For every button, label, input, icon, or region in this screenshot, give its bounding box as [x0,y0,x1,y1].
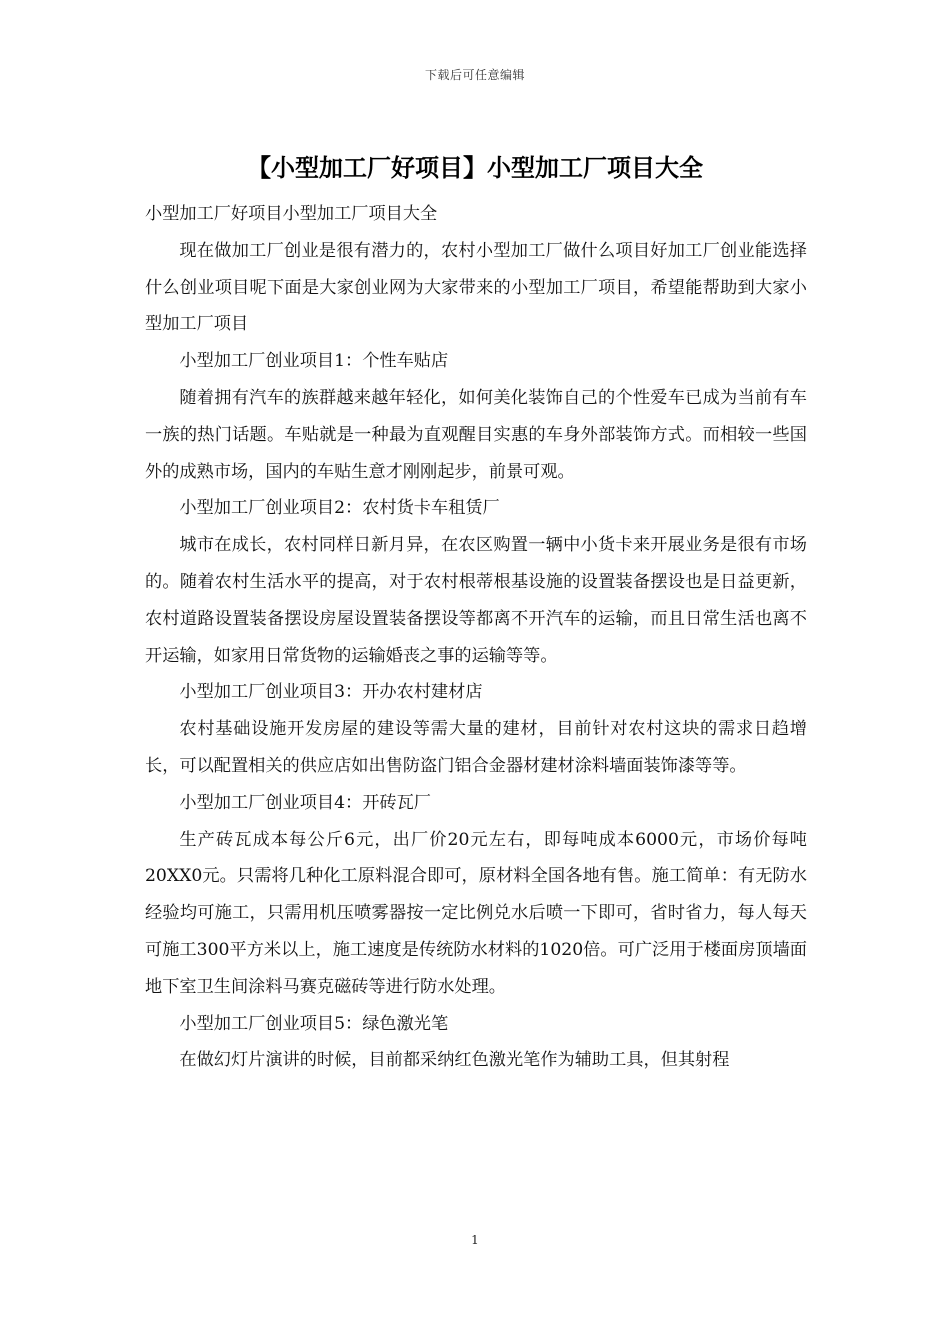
document-body [145,196,807,1079]
project-heading-4: 小型加工厂创业项目4：开砖瓦厂 [179,792,431,813]
document-title: 【小型加工厂好项目】小型加工厂项目大全 [247,153,703,182]
project-paragraph-2: 城市在成长，农村同样日新月异，在农区购置一辆中小货卡来开展业务是很有市场的。随着农村生活水平的提高，对于农村根蒂根基设施的设置装备摆设也是日益更新，农村道路设置装备摆设房屋设置装备摆设等都离不开汽车的运输，而且日常生活也离不开运输，如家用日常货物的运输婚丧之事的运输等等。 [145,535,807,666]
header-note: 下载后可任意编辑 [424,68,525,82]
project-paragraph-5: 在做幻灯片演讲的时候，目前都采纳红色激光笔作为辅助工具，但其射程 [179,1050,730,1071]
intro-paragraph: 现在做加工厂创业是很有潜力的，农村小型加工厂做什么项目好加工厂创业能选择什么创业项目呢下面是大家创业网为大家带来的小型加工厂项目，希望能帮助到大家小型加工厂项目 [145,240,807,335]
page-number: 1 [471,1233,479,1247]
project-paragraph-4: 生产砖瓦成本每公斤6元，出厂价20元左右，即每吨成本6000元，市场价每吨20XX0元。只需将几种化工原料混合即可，原材料全国各地有售。施工简单：有无防水经验均可施工，只需用机压喷雾器按一定比例兑水后喷一下即可，省时省力，每人每天可施工300平方米以上，施工速度是传统防水材料的1020倍。可广泛用于楼面房顶墙面地下室卫生间涂料马赛克磁砖等进行防水处理。 [145,829,807,997]
project-paragraph-1: 随着拥有汽车的族群越来越年轻化，如何美化装饰自己的个性爱车已成为当前有车一族的热门话题。车贴就是一种最为直观醒目实惠的车身外部装饰方式。而相较一些国外的成熟市场，国内的车贴生意才刚刚起步，前景可观。 [145,387,807,482]
project-paragraph-3: 农村基础设施开发房屋的建设等需大量的建材，目前针对农村这块的需求日趋增长，可以配置相关的供应店如出售防盗门铝合金器材建材涂料墙面装饰漆等等。 [145,719,807,776]
project-heading-3: 小型加工厂创业项目3：开办农村建材店 [179,682,483,703]
project-heading-5: 小型加工厂创业项目5：绿色激光笔 [179,1013,449,1034]
project-heading-1: 小型加工厂创业项目1：个性车贴店 [179,351,449,372]
subtitle-paragraph: 小型加工厂好项目小型加工厂项目大全 [145,204,438,224]
project-heading-2: 小型加工厂创业项目2：农村货卡车租赁厂 [179,498,500,519]
